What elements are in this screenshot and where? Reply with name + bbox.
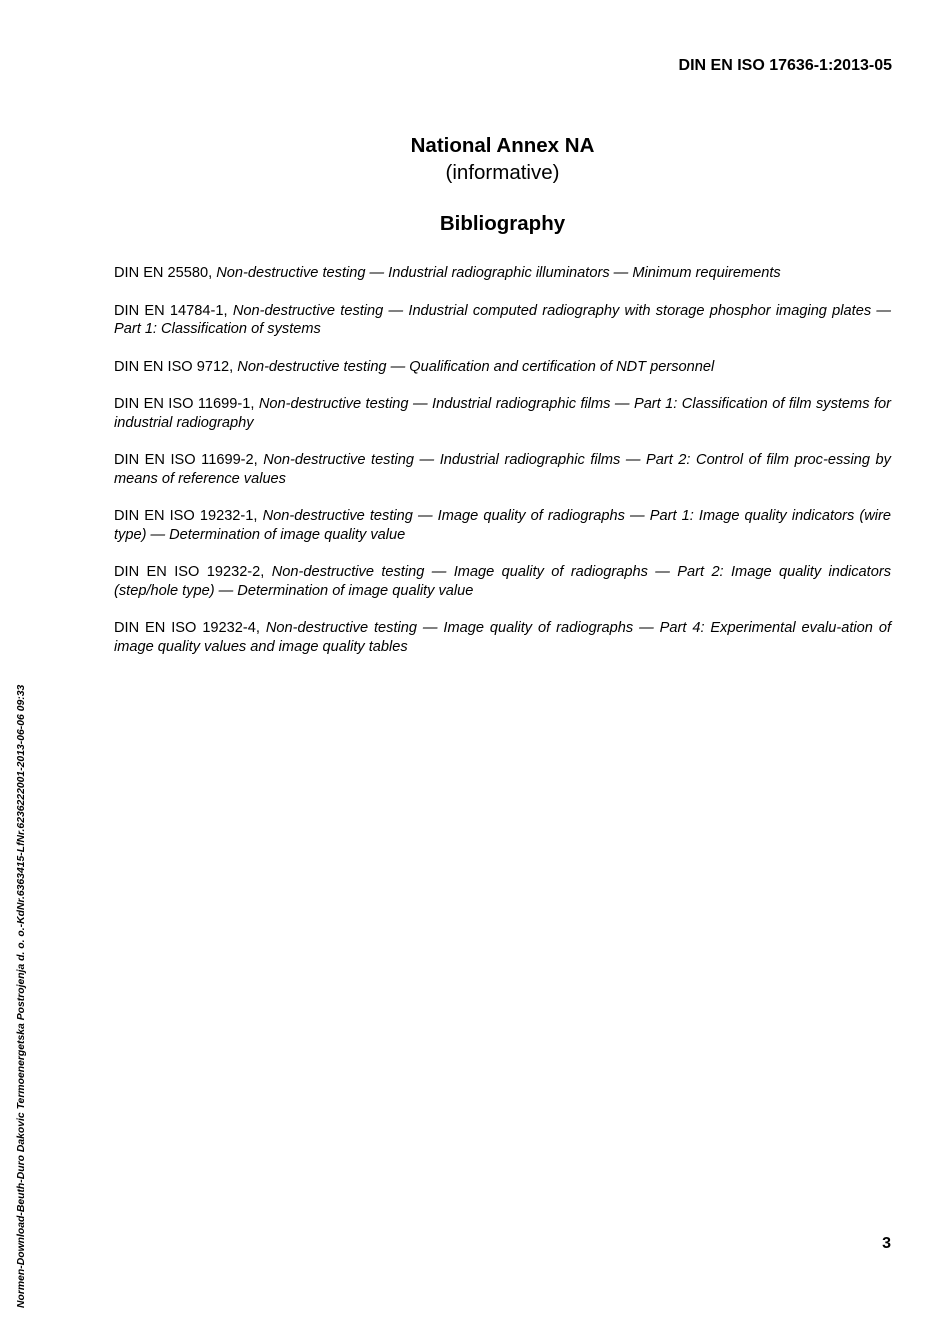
reference-title: Non-destructive testing — Industrial radiographic illuminators — Minimum requirements xyxy=(216,265,781,281)
reference-item xyxy=(114,358,891,377)
reference-code: DIN EN ISO 19232-1, xyxy=(114,508,258,524)
reference-title: Non-destructive testing — Industrial radiographic films — Part 1: Classification of film systems for industrial radiography xyxy=(114,396,891,431)
reference-title: Non-destructive testing — Qualification and certification of NDT personnel xyxy=(237,358,715,375)
reference-item xyxy=(114,563,891,600)
reference-title: Non-destructive testing — Industrial radiographic films — Part 2: Control of film proc-essing by means of reference values xyxy=(114,452,891,487)
reference-title: Non-destructive testing — Image quality of radiographs — Part 4: Experimental evalu-ation of image quality values and image quality tables xyxy=(114,620,892,655)
bibliography-heading: Bibliography xyxy=(439,212,566,235)
download-watermark: Normen-Download-Beuth-Duro Dakovic Termoenergetska Postrojenja d. o. o.-KdNr.6363415-LfNr.6236222001-2013-06-06 09:33 xyxy=(16,684,27,1308)
reference-item xyxy=(114,507,891,544)
reference-title: Non-destructive testing — Image quality of radiographs — Part 1: Image quality indicators (wire type) — Determination of image quality value xyxy=(114,508,892,543)
page-number: 3 xyxy=(882,1235,891,1252)
reference-code: DIN EN ISO 19232-4, xyxy=(114,620,260,636)
reference-item xyxy=(114,451,891,488)
reference-item xyxy=(114,302,891,339)
reference-code: DIN EN ISO 11699-1, xyxy=(114,396,255,412)
reference-item xyxy=(114,264,891,283)
reference-code: DIN EN ISO 11699-2, xyxy=(114,452,258,468)
reference-title: Non-destructive testing — Image quality of radiographs — Part 2: Image quality indicators (step/hole type) — Determination of image quality value xyxy=(114,564,891,599)
annex-title: National Annex NA xyxy=(410,134,595,157)
reference-item xyxy=(114,395,891,432)
annex-subtitle: (informative) xyxy=(445,161,560,184)
reference-title: Non-destructive testing — Industrial computed radiography with storage phosphor imaging plates — Part 1: Classification of systems xyxy=(114,302,891,337)
reference-code: DIN EN ISO 19232-2, xyxy=(114,564,265,580)
reference-item xyxy=(114,619,891,656)
bibliography-list xyxy=(114,264,891,675)
reference-code: DIN EN 25580, xyxy=(114,265,213,281)
reference-code: DIN EN ISO 9712, xyxy=(114,358,234,375)
reference-code: DIN EN 14784-1, xyxy=(114,302,228,319)
document-id: DIN EN ISO 17636-1:2013-05 xyxy=(678,57,892,74)
